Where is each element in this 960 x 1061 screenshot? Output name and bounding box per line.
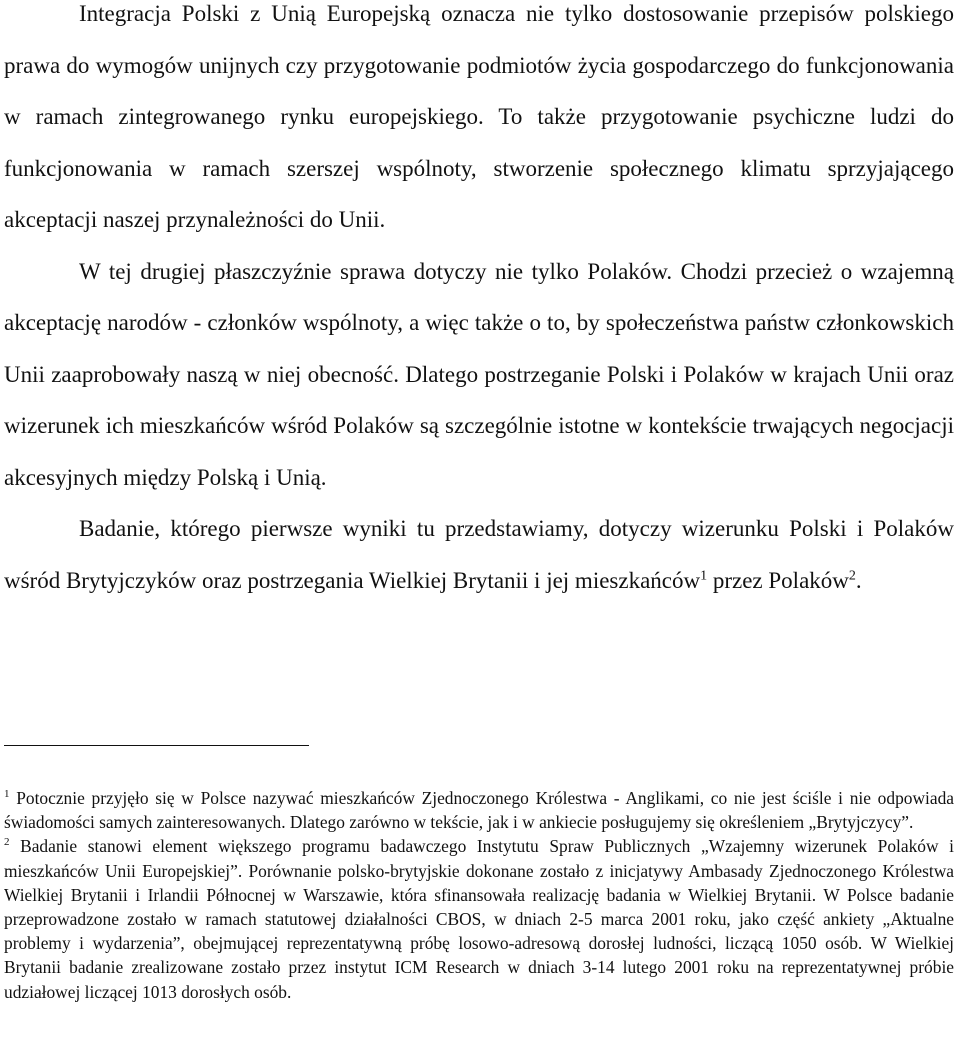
paragraph-2: W tej drugiej płaszczyźnie sprawa dotyczy nie tylko Polaków. Chodzi przecież o wzajemną akceptację narodów - członków wspólnoty, a więc także o to, by społeczeństwa państw członkowskich Unii zaaprobowały naszą w niej obecność. Dlatego postrzeganie Polski i Polaków w krajach Unii oraz wizerunek ich mieszkańców wśród Polaków są szczególnie istotne w kontekście trwających negocjacji akcesyjnych między Polską i Unią. <box>4 258 954 490</box>
paragraph-3-text-end: . <box>855 567 862 593</box>
footnote-2-text: Badanie stanowi element większego programu badawczego Instytutu Spraw Publicznych „Wzajemny wizerunek Polaków i mieszkańców Unii Europejskiej”. Porównanie polsko-brytyjskie dokonane zostało z inicjatywy Ambasady Zjednoczonego Królestwa Wielkiej Brytanii i Irlandii Północnej w Warszawie, która sfinansowała realizację badania w Wielkiej Brytanii. W Polsce badanie przeprowadzone zostało w ramach statutowej działalności CBOS, w dniach 2-5 marca 2001 roku, jako część ankiety „Aktualne problemy i wydarzenia”, obejmującej reprezentatywną próbę losowo-adresową dorosłej ludności, liczącą 1050 osób. W Wielkiej Brytanii badanie zrealizowane zostało przez instytut ICM Research w dniach 3-14 lutego 2001 roku na reprezentatywnej próbie udziałowej liczącej 1013 dorosłych osób. <box>4 836 954 1002</box>
footnote-2-number: 2 <box>4 836 10 849</box>
footnote-1 <box>4 786 954 834</box>
paragraph-3-text: Badanie, którego pierwsze wyniki tu przedstawiamy, dotyczy wizerunku Polski i Polaków wśród Brytyjczyków oraz postrzegania Wielkiej Brytanii i jej mieszkańców <box>4 516 954 593</box>
footnote-1-text: Potocznie przyjęło się w Polsce nazywać mieszkańców Zjednoczonego Królestwa - Anglikami, co nie jest ściśle i nie odpowiada świadomości samych zainteresowanych. Dlatego zarówno w tekście, jak i w ankiecie posługujemy się określeniem „Brytyjczycy”. <box>4 788 954 833</box>
footnote-ref-1: 1 <box>700 567 708 583</box>
footnotes <box>4 786 954 1004</box>
footnote-separator <box>4 745 309 746</box>
document-page <box>4 0 954 1002</box>
paragraph-1: Integracja Polski z Unią Europejską oznacza nie tylko dostosowanie przepisów polskiego prawa do wymogów unijnych czy przygotowanie podmiotów życia gospodarczego do funkcjonowania w ramach zintegrowanego rynku europejskiego. To także przygotowanie psychiczne ludzi do funkcjonowania w ramach szerszej wspólnoty, stworzenie społecznego klimatu sprzyjającego akceptacji naszej przynależności do Unii. <box>4 1 954 232</box>
footnote-2 <box>4 834 954 1003</box>
paragraph-3-text-middle: przez Polaków <box>707 567 849 593</box>
paragraph-3 <box>4 503 954 606</box>
footnote-1-number: 1 <box>4 788 10 801</box>
footnote-ref-2: 2 <box>848 567 856 583</box>
